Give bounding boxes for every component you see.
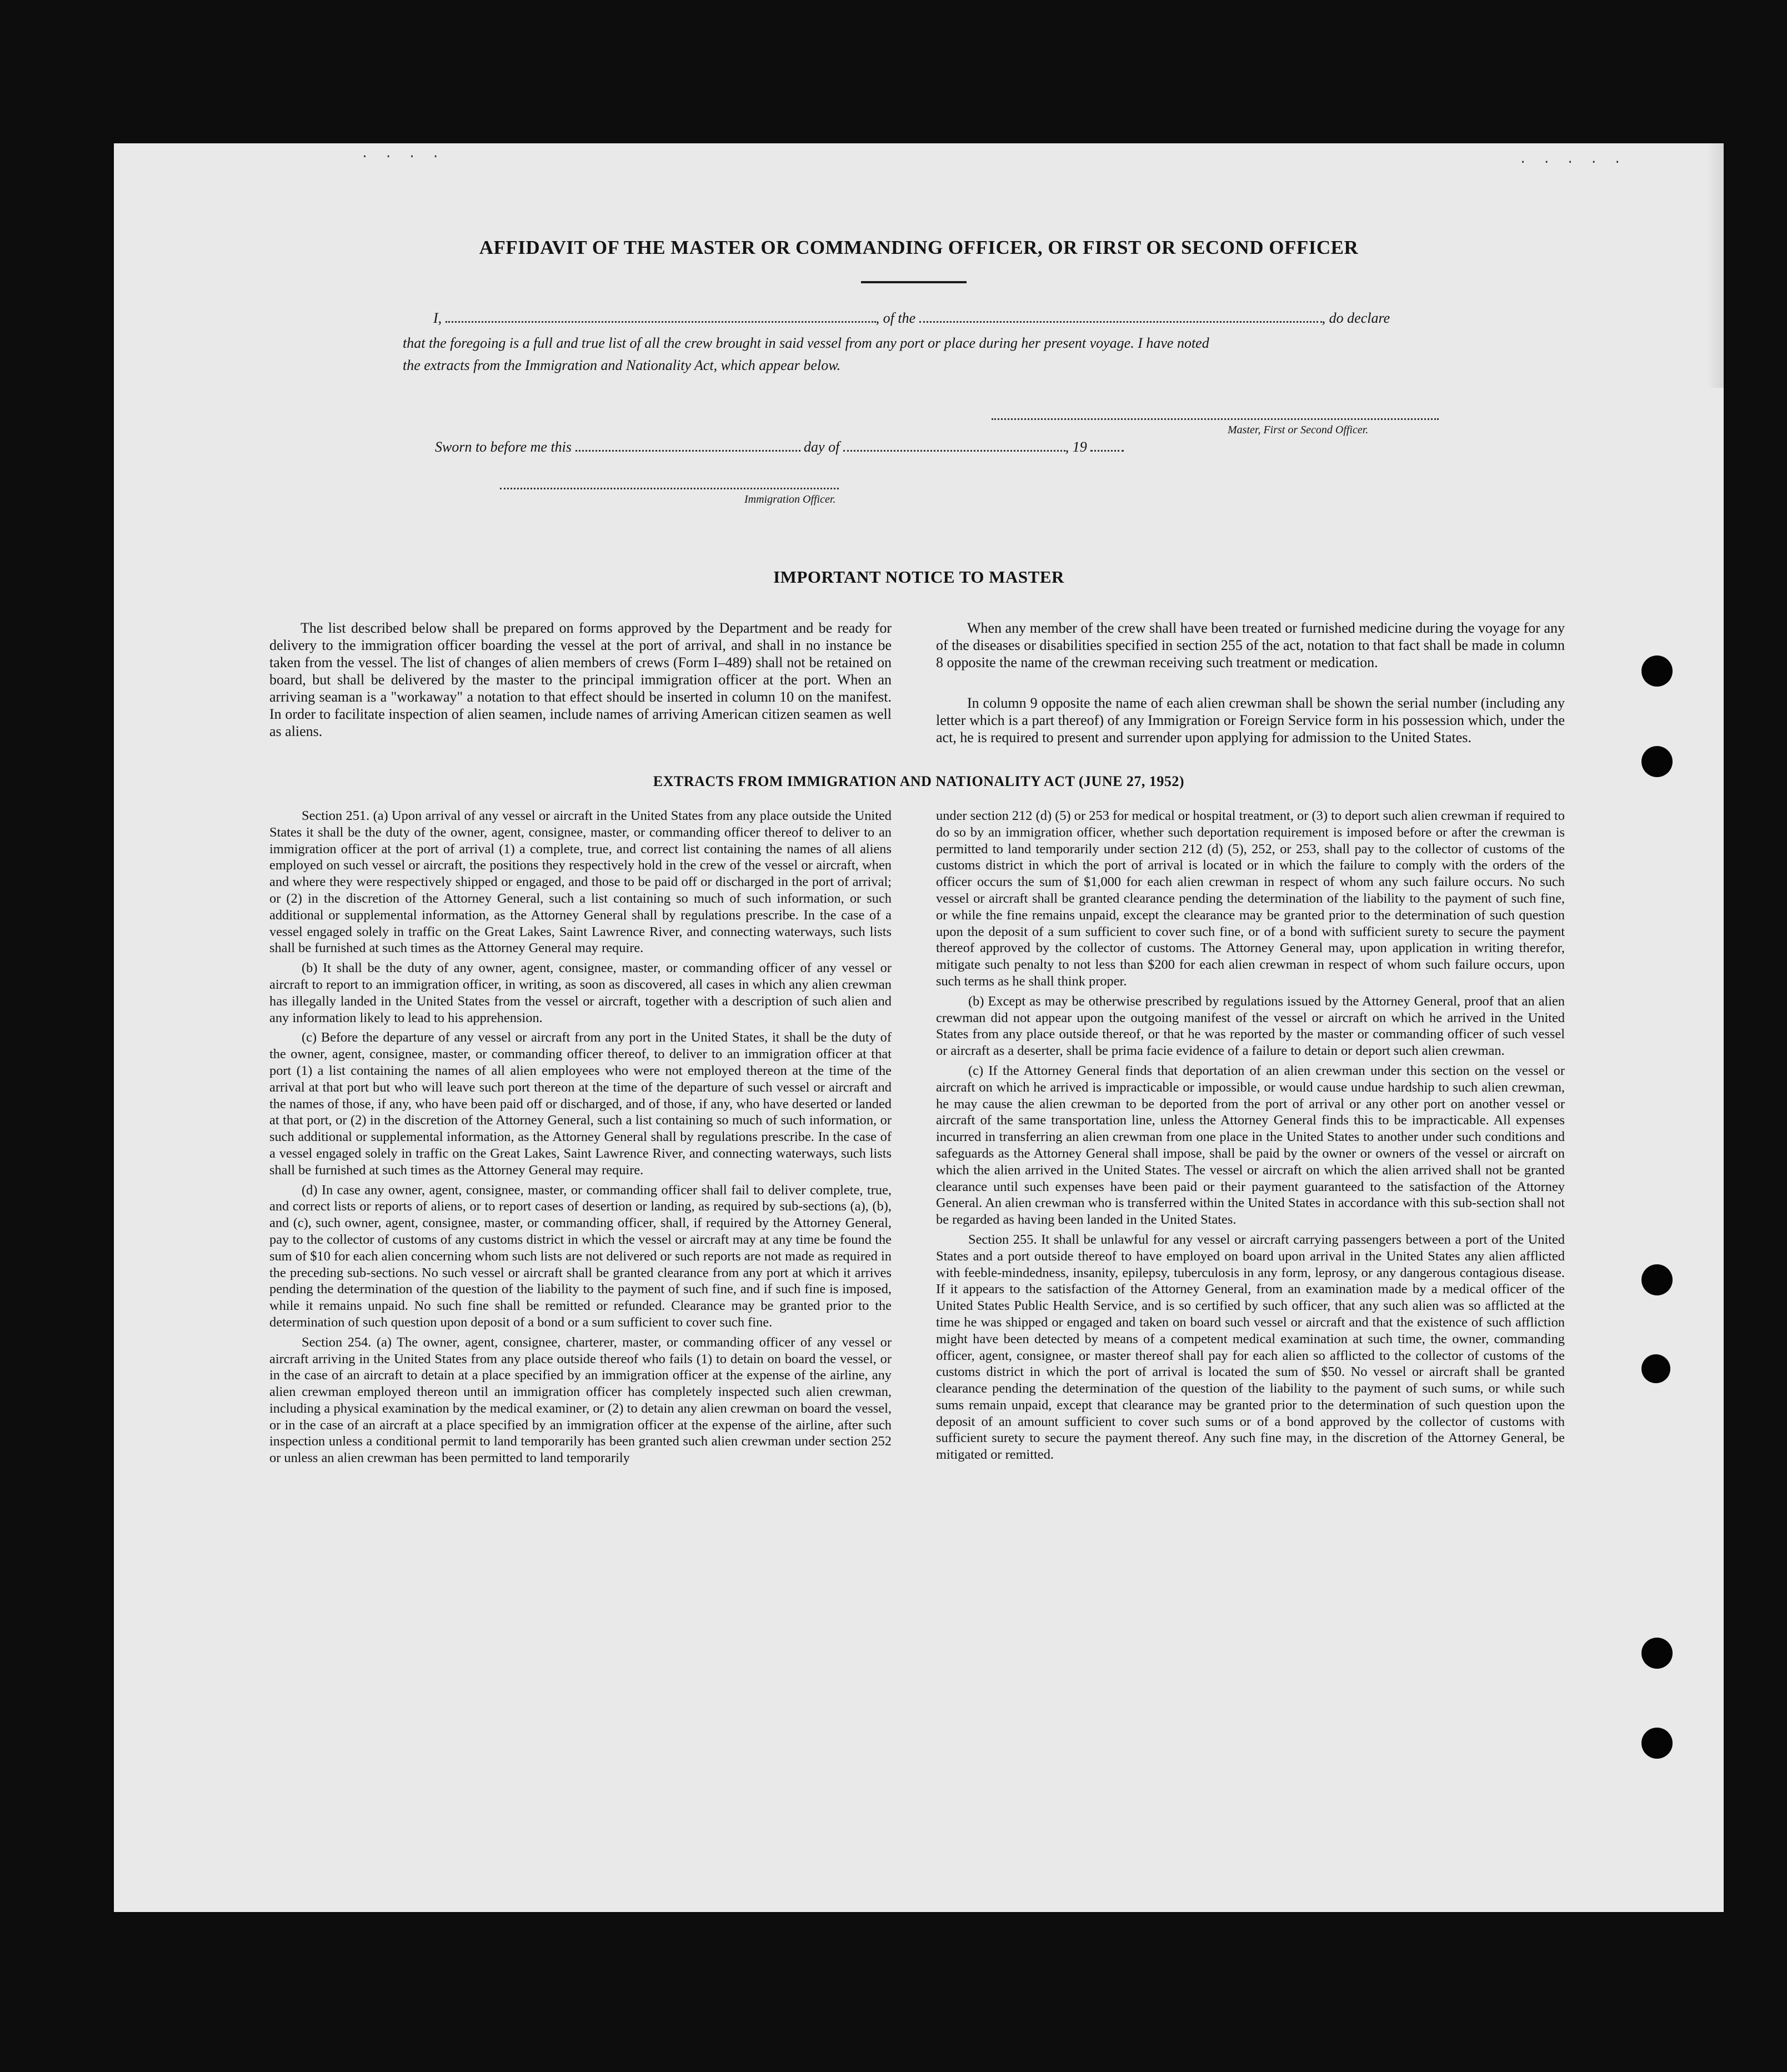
officer-signature-line[interactable] [500,488,839,489]
extracts-left-column [269,808,892,1470]
section-255: Section 255. It shall be unlawful for any vessel or aircraft carrying passengers between a port of the United States and a port outside thereof to have employed on board upon arrival in the United States any alien afflicted with feeble-mindedness, insanity, epilepsy, tuberculosis in any form, leprosy, or any dangerous contagious disease. If it appears to the satisfaction of the Attorney General, from an examination made by a medical officer of the United States Public Health Service, and is so certified by such officer, that any such alien was so afflicted at the time he was shipped or engaged and taken on board such vessel or aircraft and that the existence of such affliction might have been detected by means of a competent medical examination at such time, the owner, commanding officer, agent, consignee, or master thereof shall pay for each alien so afflicted to the collector of customs of the customs district in which the port of arrival is located the sum of $50. No vessel or aircraft shall be granted clearance pending the determination of the question of the liability to the payment of such sums, or while such sums remain unpaid, except that clearance may be granted prior to the determination of such question upon the deposit of an amount sufficient to cover such sums or of a bond approved by the collector of customs with sufficient surety to secure the payment thereof. Any such fine may, in the discretion of the Attorney General, be mitigated or remitted. [936,1232,1565,1463]
master-signature-line[interactable] [992,418,1439,420]
officer-signature-label: Immigration Officer. [744,493,836,506]
scan-specks: · · · · · [1519,156,1626,169]
affidavit-suffix: , do declare [1322,310,1390,326]
sworn-prefix: Sworn to before me this [435,439,572,455]
punch-hole [1641,655,1673,687]
punch-hole [1641,1638,1673,1669]
vessel-blank[interactable] [919,311,1322,323]
affidavit-prefix: I, [433,310,442,326]
sworn-year-label: , 19 [1065,439,1087,455]
affidavit-mid: , of the [875,310,916,326]
punch-hole [1641,1264,1673,1295]
sworn-day-blank[interactable] [575,440,800,452]
sworn-day-label: day of [804,439,840,455]
name-blank[interactable] [446,311,876,323]
section-254-c: (c) If the Attorney General finds that deportation of an alien crewman under this section on the vessel or aircraft on which he arrived is impracticable or impossible, or would cause undue hardship to such alien crewman, he may cause the alien crewman to be deported from the port of arrival or any other port on another vessel or aircraft of the same transportation line, unless the Attorney General finds this to be impracticable. All expenses incurred in transferring an alien crewman from one place in the United States to another under such conditions and safeguards as the Attorney General shall impose, shall be paid by the owner or owners of the vessel or aircraft on which the alien arrived in the United States. The vessel or aircraft on which the alien arrived shall not be granted clearance until such expenses have been paid or their payment guaranteed to the satisfaction of the Attorney General. An alien crewman who is transferred within the United States in accordance with this sub-section shall not be regarded as having been landed in the United States. [936,1063,1565,1228]
extracts-title: EXTRACTS FROM IMMIGRATION AND NATIONALITY ACT (JUNE 27, 1952) [653,773,1185,789]
section-251-a: Section 251. (a) Upon arrival of any vessel or aircraft in the United States from any place outside the United States it shall be the duty of the owner, agent, consignee, master, or commanding officer thereof to deliver to an immigration officer at the port of arrival (1) a complete, true, and correct list containing the names of all aliens employed on such vessel or aircraft, the positions they respectively hold in the crew of the vessel or aircraft, when and where they were respectively shipped or engaged, and those to be paid off or discharged in the port of arrival; or (2) in the discretion of the Attorney General, such a list containing so much of such information, or such additional or supplemental information, as the Attorney General shall by regulations prescribe. In the case of a vessel engaged solely in traffic on the Great Lakes, Saint Lawrence River, and connecting waterways, such lists shall be furnished at such times as the Attorney General may require. [269,808,892,956]
notice-right-paragraph-2: In column 9 opposite the name of each alien crewman shall be shown the serial number (including any letter which is a part thereof) of any Immigration or Foreign Service form in his possession which, under the act, he is required to present and surrender upon applying for admission to the United States. [936,695,1565,745]
section-251-d: (d) In case any owner, agent, consignee, master, or commanding officer shall fail to deliver complete, true, and correct lists or reports of aliens, or to report cases of desertion or landing, as required by sub-sections (a), (b), and (c), such owner, agent, consignee, master, or commanding officer, shall, if required by the Attorney General, pay to the collector of customs of any customs district in which the vessel or aircraft may at any time be found the sum of $10 for each alien concerning whom such lists are not delivered or such reports are not made as required in the preceding sub-sections. No such vessel or aircraft shall be granted clearance from any port at which it arrives pending the determination of the question of the liability to the payment of such fine, and if such fine is imposed, while it remains unpaid. No such fine shall be remitted or refunded. Clearance may be granted prior to the determination of such question upon deposit of a bond or a sum sufficient to cover such fine. [269,1182,892,1330]
scan-specks: · · · · [361,150,444,164]
title-rule [861,281,967,283]
notice-title: IMPORTANT NOTICE TO MASTER [773,567,1064,587]
section-254-b: (b) Except as may be otherwise prescribed by regulations issued by the Attorney General, proof that an alien crewman did not appear upon the outgoing manifest of the vessel or aircraft on which he arrived in the United States from any place outside thereof, or that he was reported by the master or commanding officer of such vessel or aircraft as a deserter, shall be prima facie evidence of a failure to detain or deport such alien crewman. [936,993,1565,1059]
affidavit-line-1 [433,310,1390,327]
extracts-right-column [936,808,1565,1467]
section-254-a-continued: under section 212 (d) (5) or 253 for medical or hospital treatment, or (3) to deport such alien crewman if required to do so by an immigration officer, whether such deportation requirement is imposed before or after the crewman is permitted to land temporarily under section 212 (d) (5), 252, or 253, shall pay to the collector of customs of the customs district in which the port of arrival is located or in which the failure to comply with the orders of the officer occurs the sum of $1,000 for each alien crewman in respect of whom any such failure occurs. No such vessel or aircraft shall be granted clearance pending the determination of the liability to the payment of such fine, or while the fine remains unpaid, except the clearance may be granted prior to the determination of such question upon the deposit of a sum sufficient to cover such fine, or of a bond with sufficient surety to secure the payment thereof approved by the collector of customs. The Attorney General may, upon application in writing therefor, mitigate such penalty to not less than $200 for each alien crewman in respect of whom such failure occurs, upon such terms as he shall think proper. [936,808,1565,989]
section-251-c: (c) Before the departure of any vessel or aircraft from any port in the United States, it shall be the duty of the owner, agent, consignee, master, or commanding officer thereof, to deliver to an immigration officer at that port (1) a list containing the names of all alien employees who were not employed thereon at the time of the arrival at that port but who will leave such port thereon at the time of the departure of such vessel or aircraft and the names of those, if any, who have been paid off or discharged, and of those, if any, who have deserted or landed at that port, or (2) in the discretion of the Attorney General, such a list containing so much of such information, or such additional or supplemental information, as the Attorney General shall by regulations prescribe. In the case of a vessel engaged solely in traffic on the Great Lakes, Saint Lawrence River, and connecting waterways, such lists shall be furnished at such times as the Attorney General may require. [269,1030,892,1178]
affidavit-line-3: the extracts from the Immigration and Nationality Act, which appear below. [403,357,841,373]
master-signature-label: Master, First or Second Officer. [1228,424,1369,436]
sworn-year-blank[interactable] [1090,440,1124,452]
affidavit-line-2: that the foregoing is a full and true list of all the crew brought in said vessel from any port or place during her present voyage. I have noted [403,335,1209,351]
section-251-b: (b) It shall be the duty of any owner, agent, consignee, master, or commanding officer of any vessel or aircraft to report to an immigration officer, in writing, as soon as discovered, all cases in which any alien crewman has illegally landed in the United States from the vessel or aircraft, together with a description of such alien and any information likely to lead to his apprehension. [269,960,892,1025]
affidavit-title: AFFIDAVIT OF THE MASTER OR COMMANDING OFFICER, OR FIRST OR SECOND OFFICER [479,237,1359,258]
sworn-line [435,439,1124,456]
notice-left-paragraph: The list described below shall be prepared on forms approved by the Department and be ready for delivery to the immigration officer boarding the vessel at the port of arrival, and shall in no instance be taken from the vessel. The list of changes of alien members of crews (Form I–489) shall not be retained on board, but shall be delivered by the master to the principal immigration officer at the port. When an arriving seaman is a "workaway" a notation to that effect should be inserted in column 10 on the manifest. In order to facilitate inspection of alien seamen, include names of arriving American citizen seamen as well as aliens. [269,620,892,739]
punch-hole [1641,746,1673,777]
punch-hole [1641,1728,1673,1759]
punch-hole [1641,1354,1670,1383]
document-page [114,143,1724,1912]
notice-right-paragraph-1: When any member of the crew shall have been treated or furnished medicine during the voyage for any of the diseases or disabilities specified in section 255 of the act, notation to that fact shall be made in column 8 opposite the name of the crewman receiving such treatment or medication. [936,620,1565,670]
section-254-a: Section 254. (a) The owner, agent, consignee, charterer, master, or commanding officer of any vessel or aircraft arriving in the United States from any place outside thereof who fails (1) to detain on board the vessel, or in the case of an aircraft to detain at a place specified by an immigration officer at the expense of the airline, any alien crewman employed thereon until an immigration officer has completely inspected such alien crewman, including a physical examination by the medical examiner, or (2) to detain any alien crewman on board the vessel, or in the case of an aircraft at a place specified by an immigration officer at the expense of the airline, after such inspection unless a conditional permit to land temporarily has been granted such alien crewman under section 252 or unless an alien crewman has been permitted to land temporarily [269,1334,892,1466]
torn-edge [1707,143,1724,388]
sworn-month-blank[interactable] [843,440,1065,452]
